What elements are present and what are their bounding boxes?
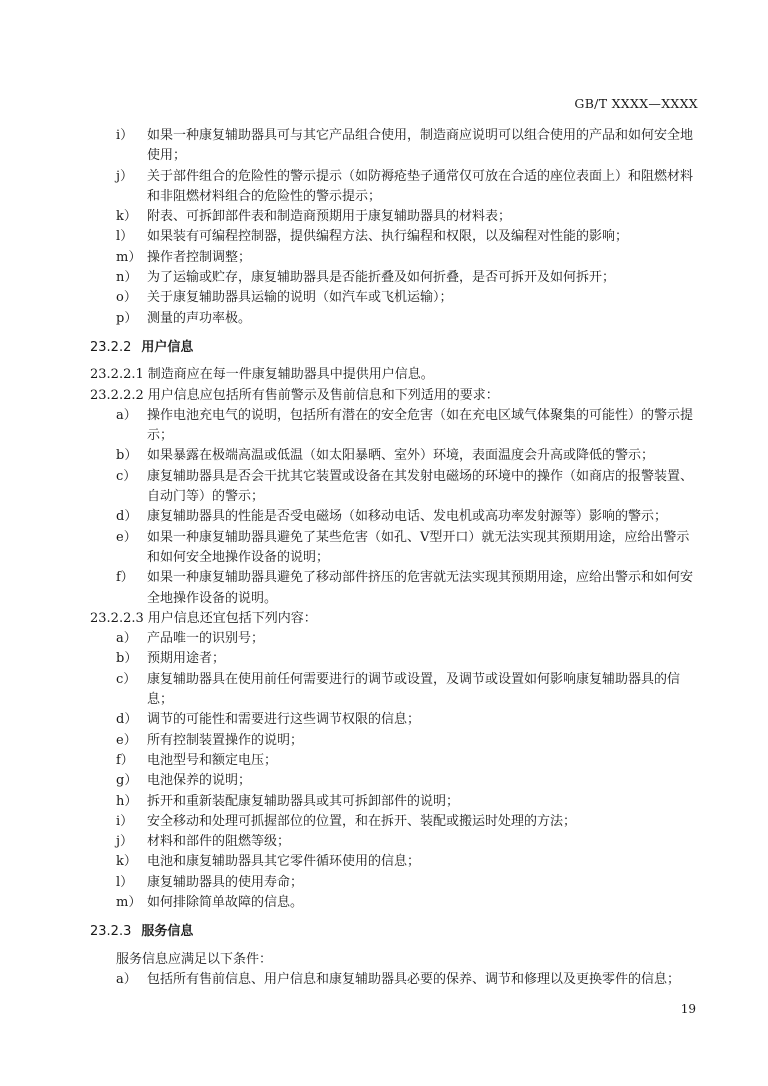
section-number: 23.2.2 [90, 339, 132, 355]
list-item [90, 670, 700, 711]
section-title: 服务信息 [141, 924, 194, 940]
list-item [90, 893, 700, 913]
list-item [90, 167, 700, 208]
list-item-text: 电池型号和额定电压； [147, 752, 278, 768]
list-item [90, 812, 700, 832]
list-item-text: 材料和部件的阻燃等级； [147, 834, 291, 850]
list-item-text: 关于部件组合的危险性的警示提示（如防褥疮垫子通常仅可放在合适的座位表面上）和阻燃材料和非阻燃材料组合的危险性的警示提示； [147, 168, 694, 204]
clause-number: 23.2.2.1 [90, 367, 144, 383]
service-info-list [90, 970, 700, 990]
list-item [90, 248, 700, 268]
list-item-label: n） [116, 270, 138, 286]
clause-23-2-2-1 [90, 365, 700, 385]
list-item-label: k） [116, 854, 137, 870]
list-item-text: 操作电池充电气的说明，包括所有潜在的安全危害（如在充电区域气体聚集的可能性）的警示提示； [147, 407, 694, 444]
list-item-label: c） [116, 468, 137, 484]
pre-sale-warnings-list [90, 406, 700, 609]
list-item-label: m） [116, 249, 142, 265]
list-item-label: a） [116, 407, 137, 423]
list-item-label: b） [116, 651, 138, 667]
list-item-label: l） [116, 874, 134, 890]
list-item-label: i） [116, 128, 134, 143]
list-item-text: 电池保养的说明； [147, 773, 252, 789]
list-item-text: 康复辅助器具的性能是否受电磁场（如移动电话、发电机或高功率发射源等）影响的警示； [147, 509, 668, 525]
list-item-text: 如果一种康复辅助器具避免了某些危害（如孔、V型开口）就无法实现其预期用途，应给出警示和如何安全地操作设备的说明； [147, 529, 690, 565]
list-item-text: 康复辅助器具是否会干扰其它装置或设备在其发射电磁场的环境中的操作（如商店的报警装置、自动门等）的警示； [147, 468, 694, 505]
list-item-text: 如何排除简单故障的信息。 [147, 894, 304, 910]
clause-text: 用户信息还宜包括下列内容： [147, 610, 317, 626]
document-code: GB/T XXXX—XXXX [574, 96, 698, 111]
list-item [90, 731, 700, 751]
list-item [90, 309, 700, 329]
user-info-contents-list [90, 629, 700, 913]
list-item [90, 771, 700, 791]
list-item-text: 预期用途者； [147, 651, 226, 667]
list-item [90, 528, 700, 569]
list-item-label: l） [116, 229, 134, 245]
list-item-text: 如果一种康复辅助器具避免了移动部件挤压的危害就无法实现其预期用途，应给出警示和如何安全地操作设备的说明。 [147, 570, 694, 606]
section-number: 23.2.3 [90, 924, 132, 940]
clause-number: 23.2.2.2 [90, 387, 144, 403]
list-item-label: h） [116, 793, 138, 809]
list-item-text: 为了运输或贮存，康复辅助器具是否能折叠及如何折叠，是否可拆开及如何拆开； [147, 270, 616, 286]
list-item [90, 792, 700, 812]
list-item [90, 126, 700, 167]
list-item [90, 268, 700, 288]
list-item [90, 970, 700, 990]
list-item [90, 873, 700, 893]
list-item [90, 568, 700, 609]
list-item-text: 操作者控制调整； [147, 249, 252, 265]
list-item-text: 附表、可拆卸部件表和制造商预期用于康复辅助器具的材料表； [147, 209, 512, 225]
list-item-text: 如果一种康复辅助器具可与其它产品组合使用，制造商应说明可以组合使用的产品和如何安全地使用； [147, 128, 694, 164]
list-item-label: g） [116, 773, 138, 789]
list-item-label: c） [116, 671, 137, 687]
list-item-text: 安全移动和处理可抓握部位的位置，和在拆开、装配或搬运时处理的方法； [147, 813, 577, 829]
list-item [90, 406, 700, 447]
list-item-text: 康复辅助器具的使用寿命； [147, 874, 304, 890]
list-item-label: j） [116, 168, 134, 184]
list-item-label: d） [116, 712, 138, 728]
list-item-text: 包括所有售前信息、用户信息和康复辅助器具必要的保养、调节和修理以及更换零件的信息； [147, 971, 681, 987]
list-item-label: b） [116, 448, 138, 464]
list-item [90, 227, 700, 247]
list-item [90, 467, 700, 508]
list-item-label: i） [116, 813, 134, 829]
list-item-label: d） [116, 509, 138, 525]
list-item-label: m） [116, 894, 142, 910]
list-item-label: f） [116, 570, 134, 586]
list-item [90, 852, 700, 872]
list-item-text: 康复辅助器具在使用前任何需要进行的调节或设置，及调节或设置如何影响康复辅助器具的信息； [147, 671, 681, 708]
list-item-label: j） [116, 834, 134, 850]
clause-text: 用户信息应包括所有售前警示及售前信息和下列适用的要求： [147, 387, 499, 403]
list-item-label: e） [116, 529, 137, 545]
list-item-text: 如果装有可编程控制器，提供编程方法、执行编程和权限，以及编程对性能的影响； [147, 229, 629, 245]
page-number: 19 [680, 1002, 696, 1016]
section-heading-service-info [90, 922, 700, 942]
list-item-text: 测量的声功率极。 [147, 310, 252, 326]
list-item-label: e） [116, 732, 137, 748]
list-item-label: a） [116, 971, 137, 987]
list-item [90, 446, 700, 466]
list-item [90, 751, 700, 771]
list-item [90, 288, 700, 308]
clause-text: 制造商应在每一件康复辅助器具中提供用户信息。 [147, 367, 434, 383]
clause-23-2-2-2 [90, 386, 700, 406]
list-item-text: 拆开和重新装配康复辅助器具或其可拆卸部件的说明； [147, 793, 460, 809]
list-item [90, 507, 700, 527]
list-item [90, 649, 700, 669]
list-item-label: a） [116, 631, 137, 647]
list-item-label: p） [116, 310, 138, 326]
document-body [90, 126, 700, 990]
list-item-text: 调节的可能性和需要进行这些调节权限的信息； [147, 712, 421, 728]
list-item [90, 832, 700, 852]
list-item-text: 电池和康复辅助器具其它零件循环使用的信息； [147, 854, 421, 870]
requirements-list-continued [90, 126, 700, 329]
clause-23-2-2-3 [90, 609, 700, 629]
list-item-text: 产品唯一的识别号； [147, 631, 265, 647]
list-item-text: 所有控制装置操作的说明； [147, 732, 304, 748]
clause-number: 23.2.2.3 [90, 610, 144, 626]
list-item-text: 如果暴露在极端高温或低温（如太阳暴晒、室外）环境，表面温度会升高或降低的警示； [147, 448, 655, 464]
list-item [90, 710, 700, 730]
list-item [90, 629, 700, 649]
section-heading-user-info [90, 338, 700, 358]
list-item-text: 关于康复辅助器具运输的说明（如汽车或飞机运输）； [147, 290, 453, 306]
list-item [90, 207, 700, 227]
service-intro: 服务信息应满足以下条件： [116, 951, 273, 967]
section-title: 用户信息 [141, 339, 194, 355]
list-item-label: f） [116, 752, 134, 768]
list-item-label: o） [116, 290, 137, 306]
list-item-label: k） [116, 209, 137, 225]
